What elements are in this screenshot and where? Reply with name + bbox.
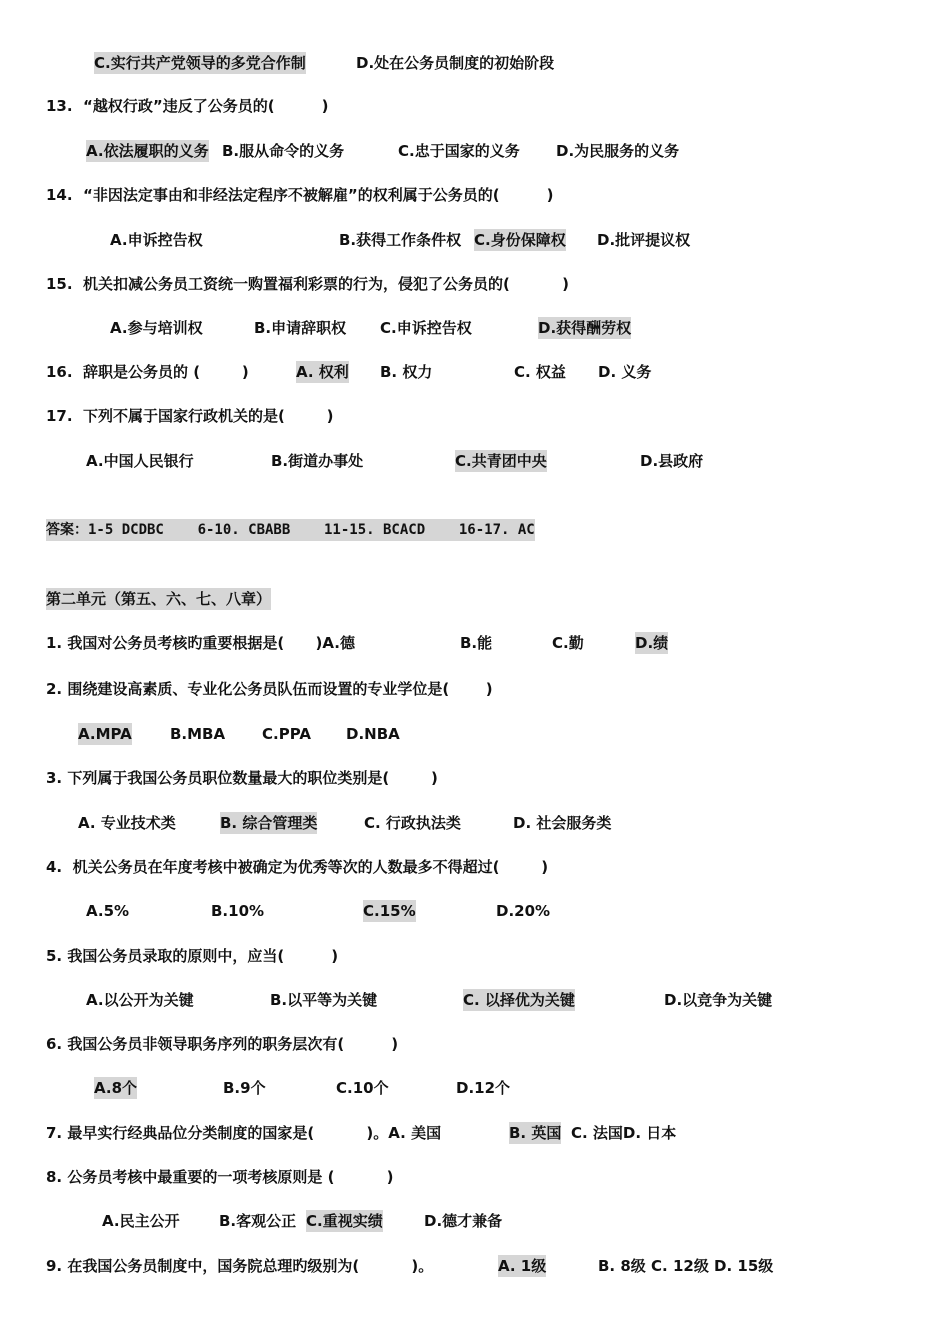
question-text: 14. “非因法定事由和非经法定程序不被解雇”的权利属于公务员的( ) [46, 186, 554, 204]
q14-option-c-answer: C.身份保障权 [474, 231, 566, 249]
q16-option-b: B. 权力 [380, 363, 433, 381]
u2-q5-stem [0, 945, 950, 969]
u2-q8-option-c-answer: C.重视实绩 [306, 1212, 383, 1230]
question-text: 7. 最早实行经典品位分类制度的国家是( )。A. 美国 [46, 1124, 442, 1142]
u2-q7-row [0, 1122, 950, 1146]
answer-key [0, 519, 950, 543]
u2-q2-option-c: C.PPA [262, 725, 311, 743]
question-text: 1. 我国对公务员考核旳重要根据是( )A.德 [46, 634, 355, 652]
u2-q6-option-d: D.12个 [456, 1079, 511, 1097]
u2-q4-option-b: B.10% [211, 902, 265, 920]
u2-q3-option-a: A. 专业技术类 [78, 814, 176, 832]
u2-q4-stem [0, 856, 950, 880]
q13-option-d: D.为民服务的义务 [556, 142, 680, 160]
q15-options-row [0, 317, 950, 341]
q13-options-row [0, 140, 950, 164]
u2-q6-option-c: C.10个 [336, 1079, 389, 1097]
q17-option-a: A.中国人民银行 [86, 452, 194, 470]
q17-option-b: B.街道办事处 [271, 452, 364, 470]
u2-q2-stem [0, 678, 950, 702]
u2-q9-row [0, 1255, 950, 1279]
q14-option-d: D.批评提议权 [597, 231, 691, 249]
q14-options-row [0, 229, 950, 253]
u2-q8-option-b: B.客观公正 [219, 1212, 297, 1230]
q15-option-b: B.申请辞职权 [254, 319, 347, 337]
u2-q2-option-d: D.NBA [346, 725, 400, 743]
u2-q3-options-row [0, 812, 950, 836]
question-text: 15. 机关扣减公务员工资统一购置福利彩票的行为，侵犯了公务员的( ) [46, 275, 569, 293]
q17-option-d: D.县政府 [640, 452, 704, 470]
u2-q7-options-cd: C. 法国D. 日本 [571, 1124, 677, 1142]
u2-q6-options-row [0, 1077, 950, 1101]
question-text: 4. 机关公务员在年度考核中被确定为优秀等次的人数最多不得超过( ) [46, 858, 549, 876]
q16-option-a-answer: A. 权利 [296, 363, 349, 381]
q15-option-a: A.参与培训权 [110, 319, 203, 337]
u2-q8-option-d: D.德才兼备 [424, 1212, 503, 1230]
question-text: 3. 下列属于我国公务员职位数量最大的职位类别是( ) [46, 769, 438, 787]
question-text: 2. 围绕建设高素质、专业化公务员队伍而设置的专业学位是( ) [46, 680, 493, 698]
question-text: 13. “越权行政”违反了公务员的( ) [46, 97, 329, 115]
question-text: 9. 在我国公务员制度中，国务院总理旳级别为( )。 [46, 1257, 434, 1275]
question-text: 5. 我国公务员录取的原则中，应当( ) [46, 947, 339, 965]
unit-2-heading [0, 588, 950, 612]
u2-q2-option-a-answer: A.MPA [78, 725, 132, 743]
q16-option-d: D. 义务 [598, 363, 652, 381]
q17-stem [0, 405, 950, 429]
question-text: 8. 公务员考核中最重要的一项考核原则是 ( ) [46, 1168, 394, 1186]
u2-q9-options-bcd: B. 8级 C. 12级 D. 15级 [598, 1257, 774, 1275]
u2-q3-option-d: D. 社会服务类 [513, 814, 612, 832]
q14-option-a: A.申诉控告权 [110, 231, 203, 249]
u2-q1-option-c: C.勤 [552, 634, 584, 652]
q17-option-c-answer: C.共青团中央 [455, 452, 547, 470]
q12-options-row [0, 52, 950, 76]
q13-stem [0, 95, 950, 119]
u2-q6-stem [0, 1033, 950, 1057]
q13-option-c: C.忠于国家的义务 [398, 142, 520, 160]
u2-q4-option-c-answer: C.15% [363, 902, 416, 920]
q12-option-c-answer: C.实行共产党领导的多党合作制 [94, 54, 306, 72]
u2-q1-option-d-answer: D.绩 [635, 634, 669, 652]
u2-q5-options-row [0, 989, 950, 1013]
u2-q5-option-c-answer: C. 以择优为关键 [463, 991, 575, 1009]
q15-option-c: C.申诉控告权 [380, 319, 472, 337]
u2-q6-option-a-answer: A.8个 [94, 1079, 138, 1097]
u2-q2-option-b: B.MBA [170, 725, 226, 743]
u2-q8-options-row [0, 1210, 950, 1234]
q16-option-c: C. 权益 [514, 363, 566, 381]
u2-q2-options-row [0, 723, 950, 747]
u2-q4-option-d: D.20% [496, 902, 551, 920]
u2-q4-options-row [0, 900, 950, 924]
q12-option-d: D.处在公务员制度的初始阶段 [356, 54, 555, 72]
u2-q5-option-d: D.以竞争为关键 [664, 991, 773, 1009]
question-text: 6. 我国公务员非领导职务序列的职务层次有( ) [46, 1035, 399, 1053]
u2-q7-option-b-answer: B. 英国 [509, 1124, 562, 1142]
q14-stem [0, 184, 950, 208]
u2-q3-option-c: C. 行政执法类 [364, 814, 461, 832]
q15-option-d-answer: D.获得酬劳权 [538, 319, 632, 337]
u2-q3-option-b-answer: B. 综合管理类 [220, 814, 318, 832]
u2-q3-stem [0, 767, 950, 791]
section-heading: 第二单元（第五、六、七、八章） [46, 590, 272, 608]
q14-option-b: B.获得工作条件权 [339, 231, 462, 249]
question-text: 17. 下列不属于国家行政机关的是( ) [46, 407, 334, 425]
answer-key-text: 答案：1-5 DCDBC 6-10. CBABB 11-15. BCACD 16-17. AC [46, 519, 535, 541]
q13-option-a-answer: A.依法履职的义务 [86, 142, 209, 160]
q16-row [0, 361, 950, 385]
u2-q5-option-b: B.以平等为关键 [270, 991, 378, 1009]
u2-q1-option-b: B.能 [460, 634, 493, 652]
question-text: 16. 辞职是公务员的 ( ) [46, 363, 249, 381]
q17-options-row [0, 450, 950, 474]
u2-q8-stem [0, 1166, 950, 1190]
u2-q1-row [0, 632, 950, 656]
u2-q5-option-a: A.以公开为关键 [86, 991, 194, 1009]
u2-q8-option-a: A.民主公开 [102, 1212, 180, 1230]
q13-option-b: B.服从命令的义务 [222, 142, 345, 160]
u2-q9-option-a-answer: A. 1级 [498, 1257, 547, 1275]
q15-stem [0, 273, 950, 297]
u2-q6-option-b: B.9个 [223, 1079, 266, 1097]
u2-q4-option-a: A.5% [86, 902, 130, 920]
